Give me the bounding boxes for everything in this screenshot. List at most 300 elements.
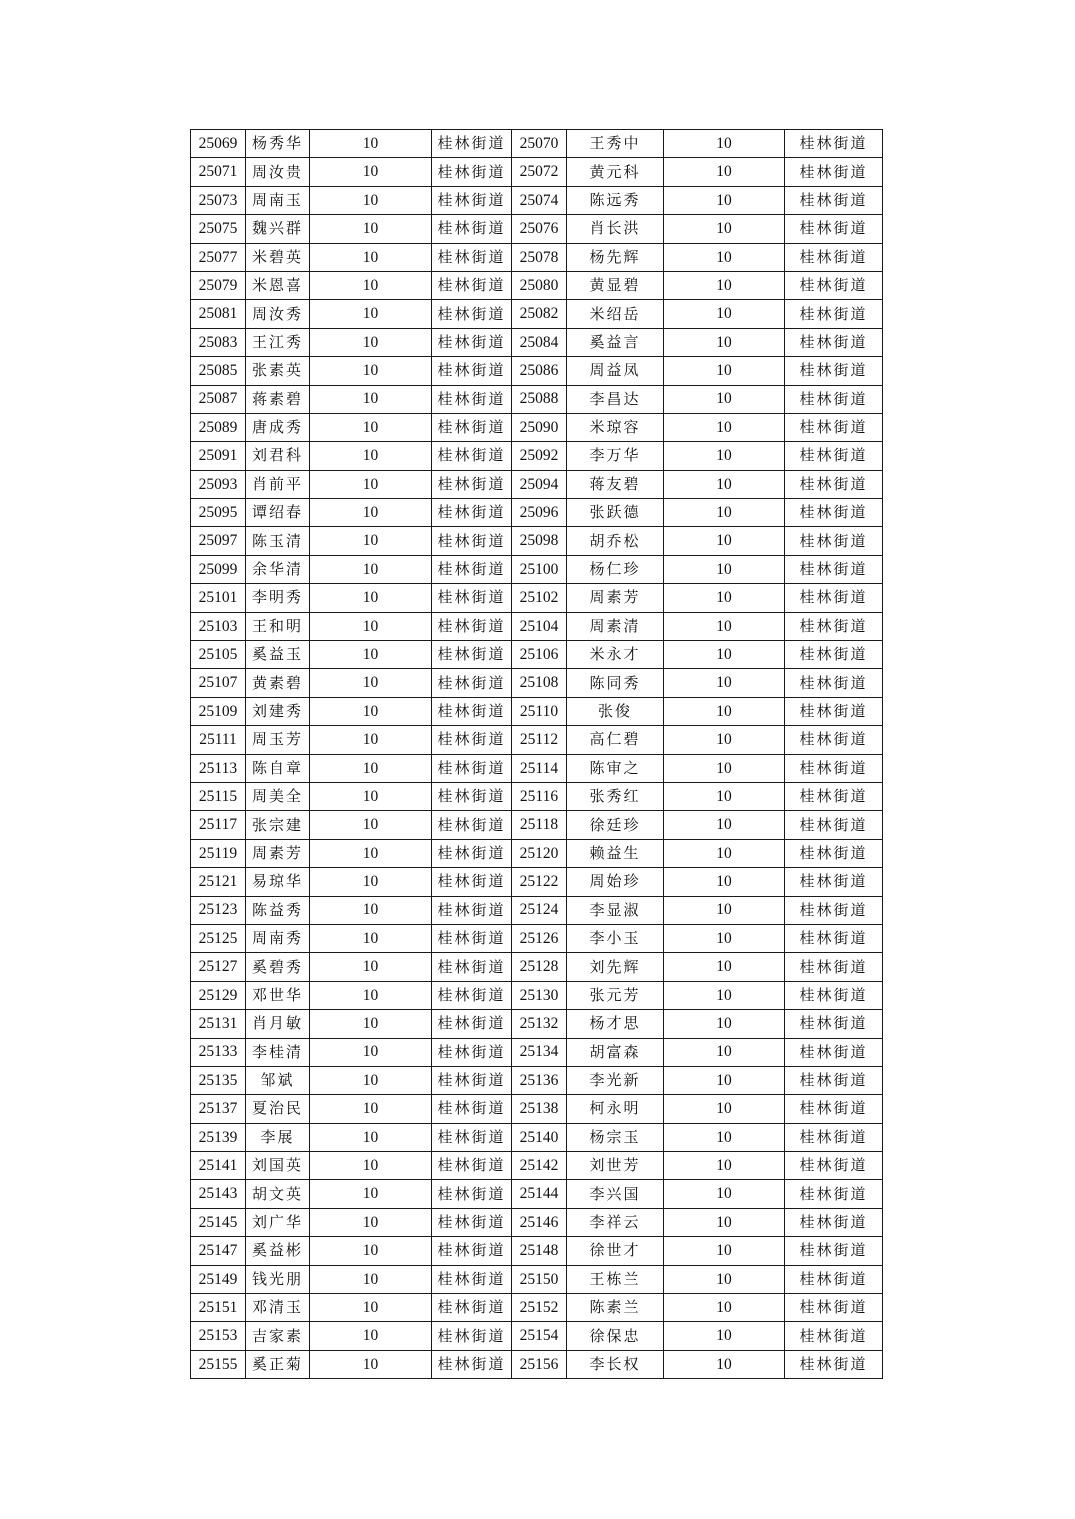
- id-cell: 25124: [512, 896, 567, 924]
- id-cell: 25103: [191, 612, 246, 640]
- table-row: [191, 612, 883, 640]
- id-cell: 25132: [512, 1010, 567, 1038]
- street-cell: 桂林街道: [785, 158, 883, 186]
- street-cell: 桂林街道: [432, 158, 512, 186]
- id-cell: 25128: [512, 953, 567, 981]
- id-cell: 25122: [512, 868, 567, 896]
- street-cell: 桂林街道: [432, 697, 512, 725]
- amount-cell: 10: [664, 924, 785, 952]
- name-cell: 米琼容: [567, 413, 664, 441]
- id-cell: 25079: [191, 271, 246, 299]
- street-cell: 桂林街道: [785, 271, 883, 299]
- id-cell: 25156: [512, 1350, 567, 1378]
- amount-cell: 10: [310, 1180, 432, 1208]
- street-cell: 桂林街道: [785, 953, 883, 981]
- name-cell: 王江秀: [246, 328, 310, 356]
- id-cell: 25110: [512, 697, 567, 725]
- street-cell: 桂林街道: [432, 1152, 512, 1180]
- name-cell: 周始珍: [567, 868, 664, 896]
- amount-cell: 10: [310, 1322, 432, 1350]
- street-cell: 桂林街道: [432, 981, 512, 1009]
- table-row: [191, 584, 883, 612]
- id-cell: 25142: [512, 1152, 567, 1180]
- table-row: [191, 470, 883, 498]
- id-cell: 25080: [512, 271, 567, 299]
- street-cell: 桂林街道: [432, 896, 512, 924]
- street-cell: 桂林街道: [432, 1123, 512, 1151]
- amount-cell: 10: [664, 726, 785, 754]
- name-cell: 徐世才: [567, 1237, 664, 1265]
- amount-cell: 10: [310, 1038, 432, 1066]
- street-cell: 桂林街道: [785, 839, 883, 867]
- name-cell: 张宗建: [246, 811, 310, 839]
- amount-cell: 10: [310, 584, 432, 612]
- amount-cell: 10: [310, 811, 432, 839]
- street-cell: 桂林街道: [432, 584, 512, 612]
- table-row: [191, 669, 883, 697]
- street-cell: 桂林街道: [785, 442, 883, 470]
- street-cell: 桂林街道: [785, 697, 883, 725]
- name-cell: 张素英: [246, 357, 310, 385]
- street-cell: 桂林街道: [432, 130, 512, 158]
- amount-cell: 10: [664, 839, 785, 867]
- name-cell: 陈远秀: [567, 186, 664, 214]
- name-cell: 肖月敏: [246, 1010, 310, 1038]
- name-cell: 易琼华: [246, 868, 310, 896]
- street-cell: 桂林街道: [785, 300, 883, 328]
- street-cell: 桂林街道: [785, 130, 883, 158]
- amount-cell: 10: [664, 612, 785, 640]
- name-cell: 李小玉: [567, 924, 664, 952]
- id-cell: 25127: [191, 953, 246, 981]
- street-cell: 桂林街道: [432, 1294, 512, 1322]
- street-cell: 桂林街道: [432, 243, 512, 271]
- amount-cell: 10: [664, 1294, 785, 1322]
- name-cell: 杨先辉: [567, 243, 664, 271]
- amount-cell: 10: [664, 811, 785, 839]
- street-cell: 桂林街道: [432, 868, 512, 896]
- amount-cell: 10: [310, 641, 432, 669]
- table-row: [191, 555, 883, 583]
- name-cell: 刘君科: [246, 442, 310, 470]
- street-cell: 桂林街道: [785, 1010, 883, 1038]
- amount-cell: 10: [310, 1010, 432, 1038]
- id-cell: 25126: [512, 924, 567, 952]
- name-cell: 徐廷珍: [567, 811, 664, 839]
- amount-cell: 10: [310, 1294, 432, 1322]
- street-cell: 桂林街道: [432, 754, 512, 782]
- street-cell: 桂林街道: [432, 1010, 512, 1038]
- name-cell: 李昌达: [567, 385, 664, 413]
- table-row: [191, 981, 883, 1009]
- id-cell: 25104: [512, 612, 567, 640]
- street-cell: 桂林街道: [432, 782, 512, 810]
- table-row: [191, 641, 883, 669]
- id-cell: 25131: [191, 1010, 246, 1038]
- name-cell: 周素清: [567, 612, 664, 640]
- street-cell: 桂林街道: [432, 726, 512, 754]
- street-cell: 桂林街道: [785, 782, 883, 810]
- name-cell: 李万华: [567, 442, 664, 470]
- id-cell: 25135: [191, 1066, 246, 1094]
- name-cell: 周美全: [246, 782, 310, 810]
- table-row: [191, 130, 883, 158]
- table-row: [191, 1038, 883, 1066]
- street-cell: 桂林街道: [785, 1350, 883, 1378]
- street-cell: 桂林街道: [785, 1095, 883, 1123]
- id-cell: 25089: [191, 413, 246, 441]
- street-cell: 桂林街道: [785, 1265, 883, 1293]
- amount-cell: 10: [310, 1123, 432, 1151]
- amount-cell: 10: [310, 868, 432, 896]
- street-cell: 桂林街道: [432, 953, 512, 981]
- name-cell: 李光新: [567, 1066, 664, 1094]
- id-cell: 25134: [512, 1038, 567, 1066]
- amount-cell: 10: [310, 782, 432, 810]
- table-row: [191, 385, 883, 413]
- street-cell: 桂林街道: [785, 896, 883, 924]
- id-cell: 25098: [512, 527, 567, 555]
- street-cell: 桂林街道: [432, 328, 512, 356]
- id-cell: 25133: [191, 1038, 246, 1066]
- table-row: [191, 271, 883, 299]
- name-cell: 钱光朋: [246, 1265, 310, 1293]
- table-row: [191, 215, 883, 243]
- amount-cell: 10: [310, 697, 432, 725]
- id-cell: 25152: [512, 1294, 567, 1322]
- id-cell: 25085: [191, 357, 246, 385]
- street-cell: 桂林街道: [785, 499, 883, 527]
- table-row: [191, 1237, 883, 1265]
- name-cell: 奚碧秀: [246, 953, 310, 981]
- name-cell: 张秀红: [567, 782, 664, 810]
- name-cell: 邹斌: [246, 1066, 310, 1094]
- id-cell: 25144: [512, 1180, 567, 1208]
- table-row: [191, 754, 883, 782]
- id-cell: 25086: [512, 357, 567, 385]
- street-cell: 桂林街道: [785, 555, 883, 583]
- id-cell: 25114: [512, 754, 567, 782]
- street-cell: 桂林街道: [432, 1265, 512, 1293]
- name-cell: 杨才思: [567, 1010, 664, 1038]
- amount-cell: 10: [310, 1265, 432, 1293]
- street-cell: 桂林街道: [432, 1066, 512, 1094]
- id-cell: 25151: [191, 1294, 246, 1322]
- table-row: [191, 499, 883, 527]
- id-cell: 25069: [191, 130, 246, 158]
- id-cell: 25111: [191, 726, 246, 754]
- name-cell: 黄素碧: [246, 669, 310, 697]
- table-row: [191, 1066, 883, 1094]
- amount-cell: 10: [310, 527, 432, 555]
- amount-cell: 10: [310, 555, 432, 583]
- table-row: [191, 1180, 883, 1208]
- table-row: [191, 953, 883, 981]
- id-cell: 25070: [512, 130, 567, 158]
- id-cell: 25107: [191, 669, 246, 697]
- street-cell: 桂林街道: [432, 499, 512, 527]
- id-cell: 25095: [191, 499, 246, 527]
- id-cell: 25145: [191, 1208, 246, 1236]
- name-cell: 李长权: [567, 1350, 664, 1378]
- street-cell: 桂林街道: [432, 357, 512, 385]
- name-cell: 刘先辉: [567, 953, 664, 981]
- name-cell: 肖长洪: [567, 215, 664, 243]
- street-cell: 桂林街道: [432, 612, 512, 640]
- table-row: [191, 896, 883, 924]
- street-cell: 桂林街道: [432, 442, 512, 470]
- name-cell: 周汝贵: [246, 158, 310, 186]
- name-cell: 米绍岳: [567, 300, 664, 328]
- name-cell: 刘广华: [246, 1208, 310, 1236]
- amount-cell: 10: [664, 1237, 785, 1265]
- id-cell: 25147: [191, 1237, 246, 1265]
- id-cell: 25097: [191, 527, 246, 555]
- name-cell: 高仁碧: [567, 726, 664, 754]
- id-cell: 25099: [191, 555, 246, 583]
- name-cell: 奚益彬: [246, 1237, 310, 1265]
- id-cell: 25101: [191, 584, 246, 612]
- amount-cell: 10: [664, 357, 785, 385]
- name-cell: 周玉芳: [246, 726, 310, 754]
- amount-cell: 10: [310, 300, 432, 328]
- street-cell: 桂林街道: [432, 470, 512, 498]
- id-cell: 25087: [191, 385, 246, 413]
- name-cell: 刘世芳: [567, 1152, 664, 1180]
- name-cell: 唐成秀: [246, 413, 310, 441]
- name-cell: 周益凤: [567, 357, 664, 385]
- id-cell: 25150: [512, 1265, 567, 1293]
- id-cell: 25136: [512, 1066, 567, 1094]
- id-cell: 25075: [191, 215, 246, 243]
- amount-cell: 10: [664, 470, 785, 498]
- id-cell: 25109: [191, 697, 246, 725]
- name-cell: 王栋兰: [567, 1265, 664, 1293]
- street-cell: 桂林街道: [785, 328, 883, 356]
- id-cell: 25123: [191, 896, 246, 924]
- street-cell: 桂林街道: [785, 413, 883, 441]
- amount-cell: 10: [664, 641, 785, 669]
- amount-cell: 10: [664, 782, 785, 810]
- id-cell: 25100: [512, 555, 567, 583]
- street-cell: 桂林街道: [432, 811, 512, 839]
- name-cell: 陈审之: [567, 754, 664, 782]
- street-cell: 桂林街道: [785, 641, 883, 669]
- amount-cell: 10: [310, 130, 432, 158]
- id-cell: 25096: [512, 499, 567, 527]
- id-cell: 25077: [191, 243, 246, 271]
- table-row: [191, 1322, 883, 1350]
- amount-cell: 10: [310, 357, 432, 385]
- name-cell: 奚益玉: [246, 641, 310, 669]
- street-cell: 桂林街道: [432, 385, 512, 413]
- id-cell: 25074: [512, 186, 567, 214]
- id-cell: 25112: [512, 726, 567, 754]
- name-cell: 陈益秀: [246, 896, 310, 924]
- amount-cell: 10: [310, 953, 432, 981]
- name-cell: 刘建秀: [246, 697, 310, 725]
- name-cell: 米碧英: [246, 243, 310, 271]
- amount-cell: 10: [310, 385, 432, 413]
- name-cell: 魏兴群: [246, 215, 310, 243]
- amount-cell: 10: [664, 1208, 785, 1236]
- name-cell: 杨仁珍: [567, 555, 664, 583]
- id-cell: 25154: [512, 1322, 567, 1350]
- table-row: [191, 186, 883, 214]
- name-cell: 余华清: [246, 555, 310, 583]
- street-cell: 桂林街道: [785, 1294, 883, 1322]
- amount-cell: 10: [664, 669, 785, 697]
- id-cell: 25093: [191, 470, 246, 498]
- amount-cell: 10: [310, 981, 432, 1009]
- amount-cell: 10: [310, 442, 432, 470]
- amount-cell: 10: [310, 1350, 432, 1378]
- table-row: [191, 158, 883, 186]
- name-cell: 柯永明: [567, 1095, 664, 1123]
- name-cell: 徐保忠: [567, 1322, 664, 1350]
- id-cell: 25141: [191, 1152, 246, 1180]
- name-cell: 周素芳: [567, 584, 664, 612]
- name-cell: 陈素兰: [567, 1294, 664, 1322]
- name-cell: 李显淑: [567, 896, 664, 924]
- street-cell: 桂林街道: [785, 243, 883, 271]
- street-cell: 桂林街道: [432, 527, 512, 555]
- street-cell: 桂林街道: [785, 1208, 883, 1236]
- name-cell: 李展: [246, 1123, 310, 1151]
- name-cell: 周素芳: [246, 839, 310, 867]
- street-cell: 桂林街道: [785, 612, 883, 640]
- table-row: [191, 1350, 883, 1378]
- table-row: [191, 328, 883, 356]
- name-cell: 刘国英: [246, 1152, 310, 1180]
- id-cell: 25138: [512, 1095, 567, 1123]
- table-row: [191, 243, 883, 271]
- amount-cell: 10: [664, 697, 785, 725]
- street-cell: 桂林街道: [785, 1038, 883, 1066]
- name-cell: 杨宗玉: [567, 1123, 664, 1151]
- street-cell: 桂林街道: [785, 726, 883, 754]
- amount-cell: 10: [664, 527, 785, 555]
- name-cell: 赖益生: [567, 839, 664, 867]
- amount-cell: 10: [310, 470, 432, 498]
- street-cell: 桂林街道: [432, 839, 512, 867]
- table-row: [191, 811, 883, 839]
- amount-cell: 10: [664, 215, 785, 243]
- name-cell: 吉家素: [246, 1322, 310, 1350]
- street-cell: 桂林街道: [785, 1322, 883, 1350]
- street-cell: 桂林街道: [785, 924, 883, 952]
- name-cell: 张俊: [567, 697, 664, 725]
- id-cell: 25094: [512, 470, 567, 498]
- street-cell: 桂林街道: [785, 754, 883, 782]
- id-cell: 25119: [191, 839, 246, 867]
- name-cell: 陈玉清: [246, 527, 310, 555]
- street-cell: 桂林街道: [785, 470, 883, 498]
- amount-cell: 10: [310, 215, 432, 243]
- name-cell: 黄元科: [567, 158, 664, 186]
- amount-cell: 10: [664, 1322, 785, 1350]
- street-cell: 桂林街道: [785, 527, 883, 555]
- name-cell: 王秀中: [567, 130, 664, 158]
- amount-cell: 10: [664, 1066, 785, 1094]
- amount-cell: 10: [664, 584, 785, 612]
- name-cell: 陈自章: [246, 754, 310, 782]
- name-cell: 陈同秀: [567, 669, 664, 697]
- amount-cell: 10: [664, 1180, 785, 1208]
- id-cell: 25148: [512, 1237, 567, 1265]
- table-row: [191, 726, 883, 754]
- name-cell: 奚益言: [567, 328, 664, 356]
- street-cell: 桂林街道: [432, 413, 512, 441]
- roster-table: [190, 129, 883, 1379]
- table-row: [191, 1208, 883, 1236]
- street-cell: 桂林街道: [432, 300, 512, 328]
- table-row: [191, 697, 883, 725]
- id-cell: 25081: [191, 300, 246, 328]
- table-row: [191, 1265, 883, 1293]
- street-cell: 桂林街道: [432, 1350, 512, 1378]
- id-cell: 25149: [191, 1265, 246, 1293]
- name-cell: 夏治民: [246, 1095, 310, 1123]
- name-cell: 周南秀: [246, 924, 310, 952]
- id-cell: 25129: [191, 981, 246, 1009]
- name-cell: 张元芳: [567, 981, 664, 1009]
- amount-cell: 10: [664, 981, 785, 1009]
- table-row: [191, 1010, 883, 1038]
- amount-cell: 10: [310, 924, 432, 952]
- id-cell: 25139: [191, 1123, 246, 1151]
- amount-cell: 10: [310, 1208, 432, 1236]
- name-cell: 杨秀华: [246, 130, 310, 158]
- street-cell: 桂林街道: [432, 1208, 512, 1236]
- table-row: [191, 839, 883, 867]
- id-cell: 25106: [512, 641, 567, 669]
- amount-cell: 10: [664, 1123, 785, 1151]
- amount-cell: 10: [664, 868, 785, 896]
- amount-cell: 10: [664, 1350, 785, 1378]
- amount-cell: 10: [664, 385, 785, 413]
- amount-cell: 10: [664, 1265, 785, 1293]
- name-cell: 黄显碧: [567, 271, 664, 299]
- amount-cell: 10: [664, 555, 785, 583]
- street-cell: 桂林街道: [785, 1180, 883, 1208]
- amount-cell: 10: [664, 300, 785, 328]
- table-row: [191, 868, 883, 896]
- table-row: [191, 413, 883, 441]
- name-cell: 李祥云: [567, 1208, 664, 1236]
- id-cell: 25117: [191, 811, 246, 839]
- table-row: [191, 300, 883, 328]
- street-cell: 桂林街道: [432, 641, 512, 669]
- table-row: [191, 1294, 883, 1322]
- name-cell: 邓清玉: [246, 1294, 310, 1322]
- name-cell: 李桂清: [246, 1038, 310, 1066]
- id-cell: 25078: [512, 243, 567, 271]
- table-row: [191, 527, 883, 555]
- street-cell: 桂林街道: [785, 1237, 883, 1265]
- name-cell: 邓世华: [246, 981, 310, 1009]
- name-cell: 周汝秀: [246, 300, 310, 328]
- name-cell: 谭绍春: [246, 499, 310, 527]
- id-cell: 25090: [512, 413, 567, 441]
- name-cell: 李兴国: [567, 1180, 664, 1208]
- street-cell: 桂林街道: [785, 1152, 883, 1180]
- id-cell: 25143: [191, 1180, 246, 1208]
- amount-cell: 10: [664, 186, 785, 214]
- amount-cell: 10: [310, 612, 432, 640]
- street-cell: 桂林街道: [432, 924, 512, 952]
- street-cell: 桂林街道: [432, 1095, 512, 1123]
